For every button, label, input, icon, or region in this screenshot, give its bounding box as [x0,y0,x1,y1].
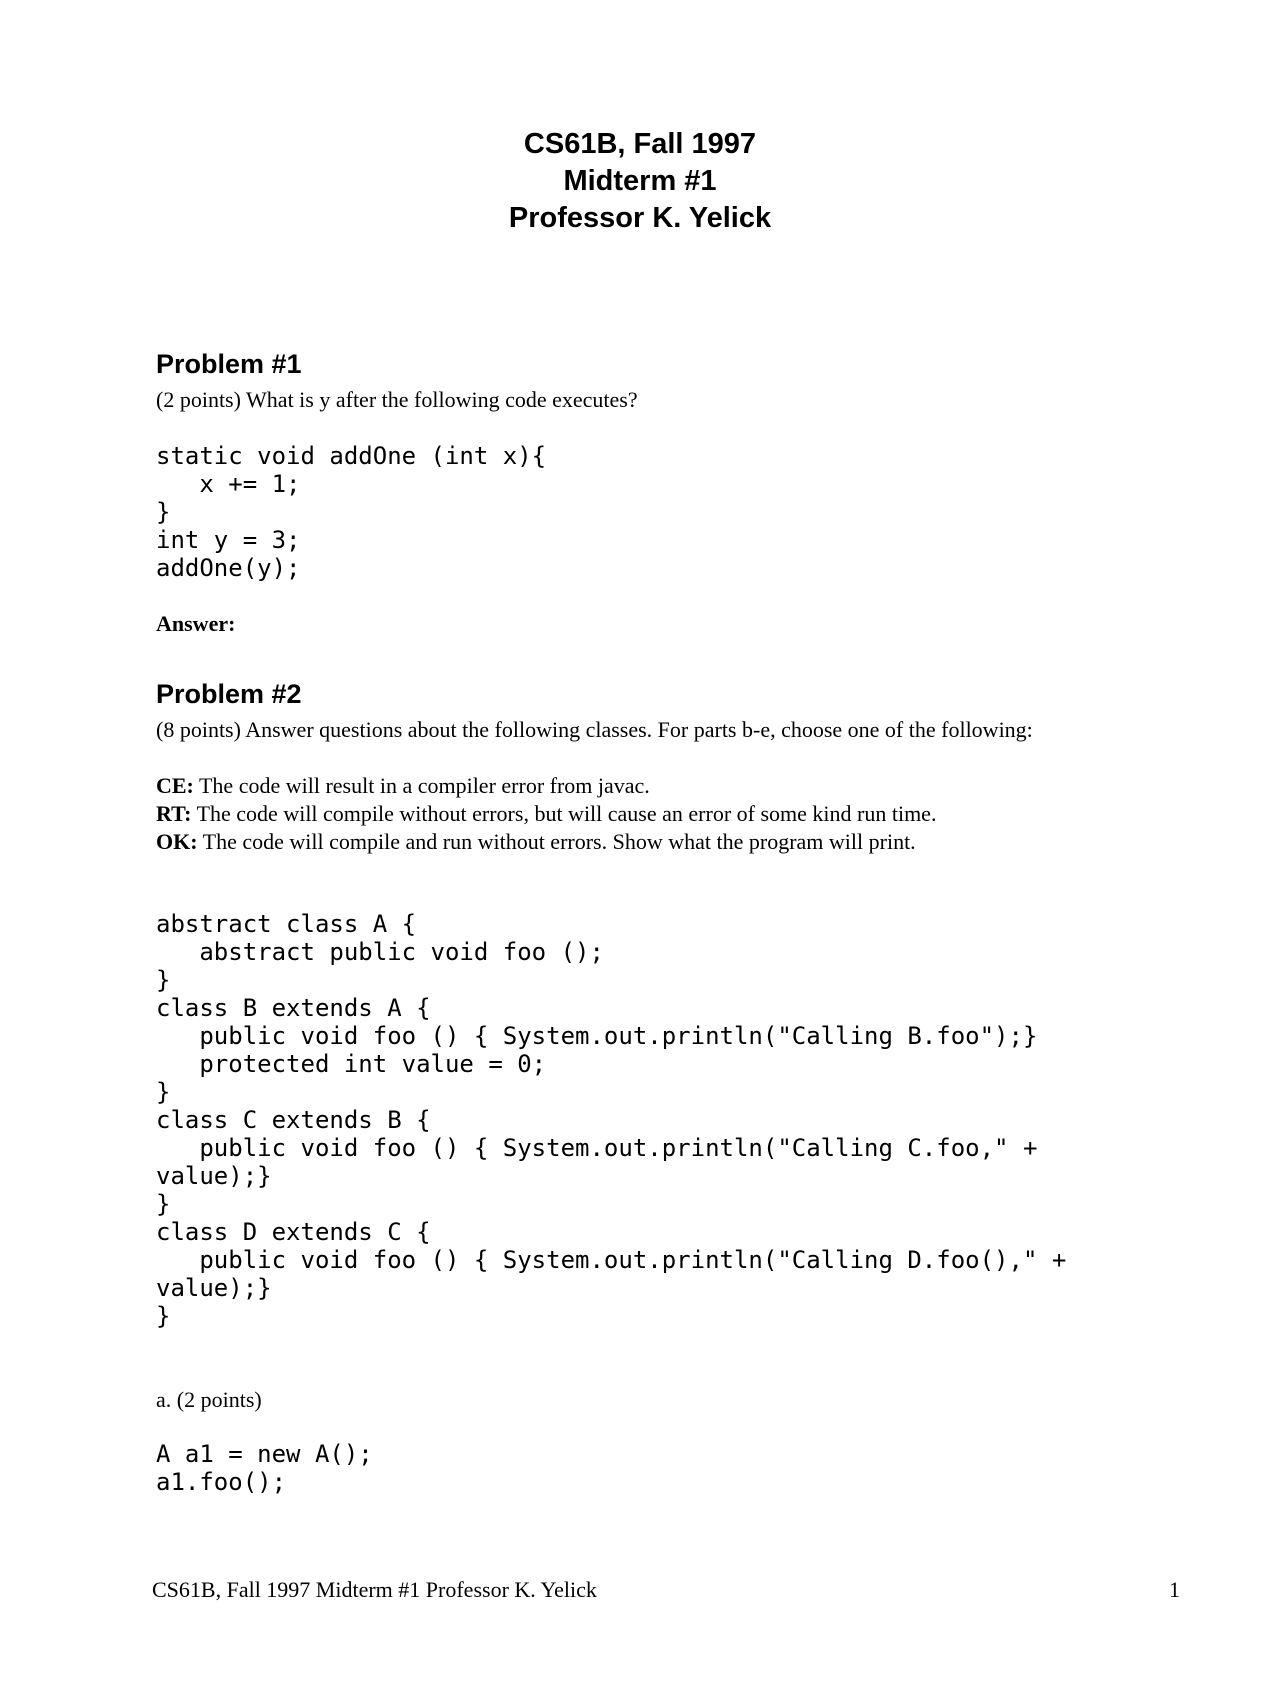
title-exam: Midterm #1 [563,165,717,197]
code-line: protected int value = 0; [156,1050,547,1078]
option-text: The code will compile without errors, but will cause an error of some kind run time. [191,801,937,826]
exam-page: CS61B, Fall 1997 Midterm #1 Professor K. Yelick Problem #1 (2 points) What is y after the following code executes? static void addOne (int x){ x += 1; } int y = 3; addOne(y); Answer: Problem #2 (8 points) Answer questions about the following classes. For parts b-e, choose one of the following: CE: The code will result in a compiler error from javac. RT: The code will compile without errors, but will cause an error of some kind run time. OK: The code will compile and run without errors. Show what the program will print. abstract class A { abstract public void foo (); } class B extends A { public void foo () { System.out.println("Calling B.foo");} protected int value = 0; } class C extends B { public void foo () { System.out.println("Calling C.foo," + value);} } class D extends C { public void foo () { System.out.println("Calling D.foo()," + value);} } a. (2 points) A a1 = new A(); a1.foo(); CS61B, Fall 1997 Midterm #1 Professor K. Yelick 1 [0,0,1280,1703]
code-line: class C extends B { [156,1106,431,1134]
option-code: RT: [156,801,192,826]
option-code: CE: [156,773,194,798]
code-line: abstract class A { [156,910,417,938]
code-line: } [156,1302,171,1330]
code-line: addOne(y); [156,554,301,582]
option-rt [156,800,936,828]
part-a-label: a. (2 points) [156,1387,262,1412]
title-professor: Professor K. Yelick [508,202,772,234]
exam-title [0,126,1280,237]
code-line: int y = 3; [156,526,301,554]
problem-2-code [156,910,1066,1330]
option-text: The code will compile and run without errors. Show what the program will print. [197,829,916,854]
code-line: a1.foo(); [156,1468,287,1496]
code-line: } [156,966,171,994]
option-text: The code will result in a compiler error from javac. [193,773,650,798]
code-line: x += 1; [156,470,301,498]
title-course: CS61B, Fall 1997 [523,128,757,160]
problem-1-prompt: (2 points) What is y after the following code executes? [156,387,638,412]
part-a-code [156,1440,373,1496]
problem-1-heading: Problem #1 [156,349,302,379]
code-line: } [156,498,171,526]
code-line: public void foo () { System.out.println("Calling D.foo()," + [156,1246,1067,1274]
code-line: } [156,1190,171,1218]
option-ok [156,828,916,856]
code-line: class B extends A { [156,994,431,1022]
problem-1-code [156,442,546,582]
code-line: static void addOne (int x){ [156,442,547,470]
problem-2-prompt: (8 points) Answer questions about the following classes. For parts b-e, choose one of the following: [156,717,1033,742]
code-line: public void foo () { System.out.println("Calling C.foo," + [156,1134,1038,1162]
code-line: } [156,1078,171,1106]
option-code: OK: [156,829,198,854]
code-line: value);} [156,1274,272,1302]
code-line: A a1 = new A(); [156,1440,373,1468]
code-line: public void foo () { System.out.println("Calling B.foo");} [156,1022,1038,1050]
code-line: value);} [156,1162,272,1190]
page-number: 1 [1169,1577,1180,1602]
problem-1-answer-label: Answer: [156,611,236,636]
option-ce [156,772,650,800]
code-line: class D extends C { [156,1218,431,1246]
code-line: abstract public void foo (); [156,938,604,966]
problem-2-heading: Problem #2 [156,679,302,709]
